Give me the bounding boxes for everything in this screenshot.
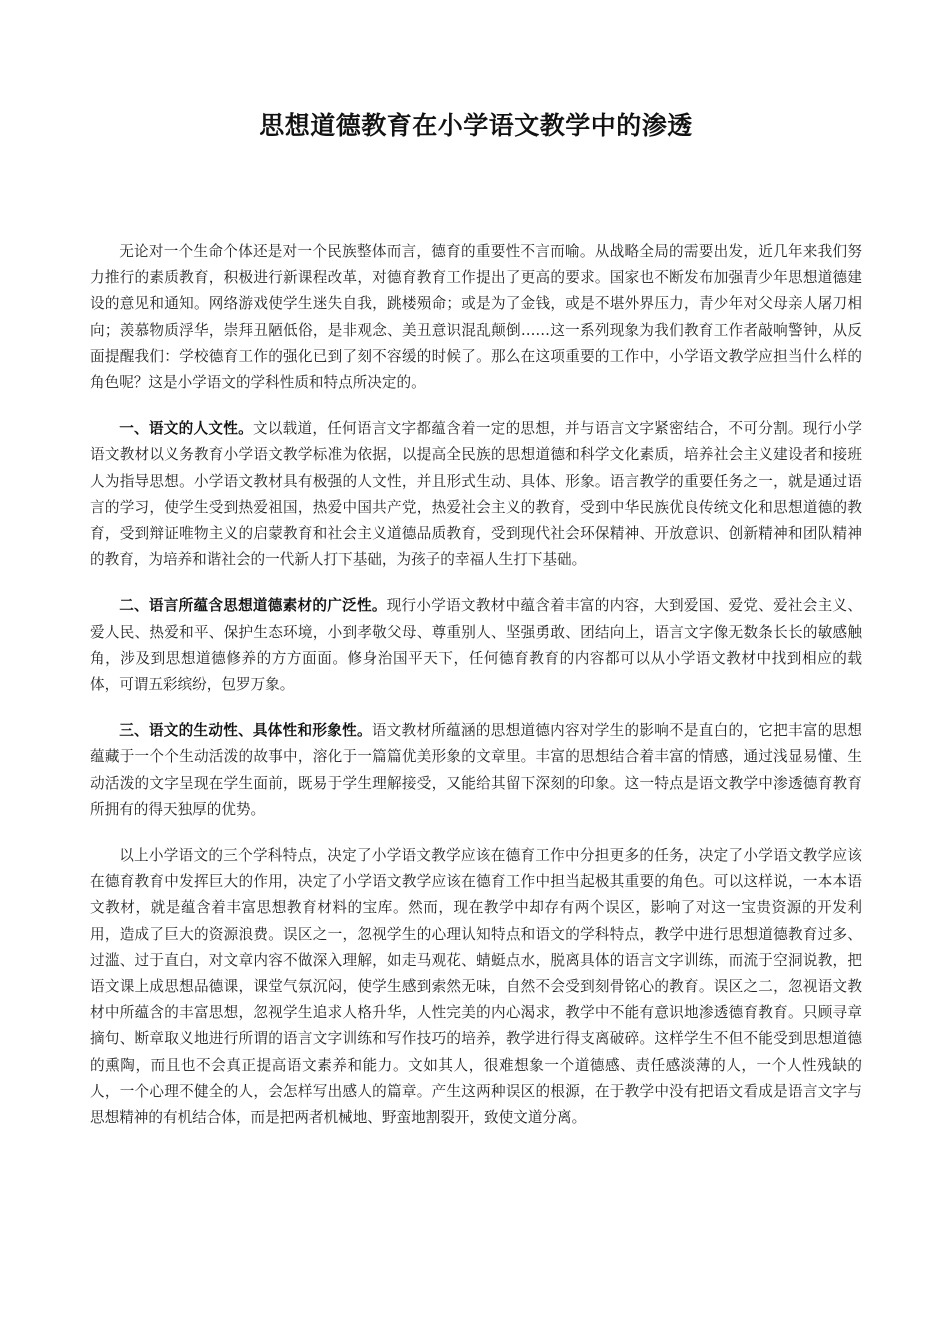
document-page xyxy=(90,0,862,1344)
section-3-text: 语文教材所蕴涵的思想道德内容对学生的影响不是直白的，它把丰富的思想蕴藏于一个个生动活泼的故事中，溶化于一篇篇优美形象的文章里。丰富的思想结合着丰富的情感，通过浅显易懂、生动活泼的文字呈现在学生面前，既易于学生理解接受，又能给其留下深刻的印象。这一特点是语文教学中渗透德育教育所拥有的得天独厚的优势。 xyxy=(90,722,862,818)
section-1-heading: 一、语文的人文性。 xyxy=(119,420,253,438)
section-1-paragraph xyxy=(90,416,862,573)
section-3-paragraph xyxy=(90,718,862,823)
intro-paragraph: 无论对一个生命个体还是对一个民族整体而言，德育的重要性不言而喻。从战略全局的需要出发，近几年来我们努力推行的素质教育，积极进行新课程改革，对德育教育工作提出了更高的要求。国家也不断发布加强青少年思想道德建设的意见和通知。网络游戏使学生迷失自我，跳楼殒命；或是为了金钱，或是不堪外界压力，青少年对父母亲人屠刀相向；羡慕物质浮华，崇拜丑陋低俗，是非观念、美丑意识混乱颠倒……这一系列现象为我们教育工作者敲响警钟，从反面提醒我们：学校德育工作的强化已到了刻不容缓的时候了。那么在这项重要的工作中，小学语文教学应担当什么样的角色呢？这是小学语文的学科性质和特点所决定的。 xyxy=(90,243,862,392)
conclusion-paragraph: 以上小学语文的三个学科特点，决定了小学语文教学应该在德育工作中分担更多的任务，决定了小学语文教学应该在德育教育中发挥巨大的作用，决定了小学语文教学应该在德育工作中担当起极其重要的角色。可以这样说，一本本语文教材，就是蕴含着丰富思想教育材料的宝库。然而，现在教学中却存有两个误区，影响了对这一宝贵资源的开发利用，造成了巨大的资源浪费。误区之一，忽视学生的心理认知特点和语文的学科特点，教学中进行思想道德教育过多、过滥、过于直白，对文章内容不做深入理解，如走马观花、蜻蜓点水，脱离具体的语言文字训练，而流于空洞说教，把语文课上成思想品德课，课堂气氛沉闷，使学生感到索然无味，自然不会受到刻骨铭心的教育。误区之二，忽视语文教材中所蕴含的丰富思想，忽视学生追求人格升华，人性完美的内心渴求，教学中不能有意识地渗透德育教育。只顾寻章摘句、断章取义地进行所谓的语言文字训练和写作技巧的培养，教学进行得支离破碎。这样学生不但不能受到思想道德的熏陶，而且也不会真正提高语文素养和能力。文如其人，很难想象一个道德感、责任感淡薄的人，一个人性残缺的人，一个心理不健全的人，会怎样写出感人的篇章。产生这两种误区的根源，在于教学中没有把语文看成是语言文字与思想精神的有机结合体，而是把两者机械地、野蛮地割裂开，致使文道分离。 xyxy=(90,847,862,1127)
section-2-paragraph xyxy=(90,593,862,698)
section-3-heading: 三、语文的生动性、具体性和形象性。 xyxy=(119,722,372,740)
section-2-text: 现行小学语文教材中蕴含着丰富的内容，大到爱国、爱党、爱社会主义、爱人民、热爱和平、保护生态环境，小到孝敬父母、尊重别人、坚强勇敢、团结向上，语言文字像无数条长长的敏感触角，涉及到思想道德修养的方方面面。修身治国平天下，任何德育教育的内容都可以从小学语文教材中找到相应的载体，可谓五彩缤纷，包罗万象。 xyxy=(90,597,862,694)
section-1-text: 文以载道，任何语言文字都蕴含着一定的思想，并与语言文字紧密结合，不可分割。现行小学语文教材以义务教育小学语文教学标准为依据，以提高全民族的思想道德和科学文化素质，培养社会主义建设者和接班人为指导思想。小学语文教材具有极强的人文性，并且形式生动、具体、形象。语言教学的重要任务之一，就是通过语言的学习，使学生受到热爱祖国，热爱中国共产党，热爱社会主义的教育，受到中华民族优良传统文化和思想道德的教育，受到辩证唯物主义的启蒙教育和社会主义道德品质教育，受到现代社会环保精神、开放意识、创新精神和团队精神的教育，为培养和谐社会的一代新人打下基础，为孩子的幸福人生打下基础。 xyxy=(90,420,862,569)
document-title: 思想道德教育在小学语文教学中的渗透 xyxy=(259,111,693,140)
document-body xyxy=(90,239,862,1151)
section-2-heading: 二、语言所蕴含思想道德素材的广泛性。 xyxy=(119,597,387,615)
